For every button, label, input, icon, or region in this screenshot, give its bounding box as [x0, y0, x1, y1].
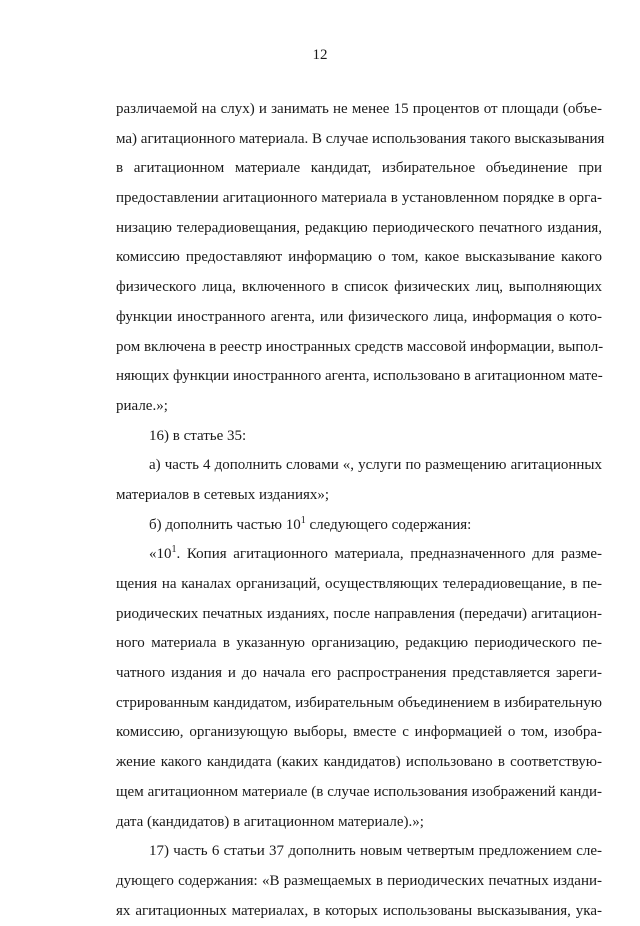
text-line	[116, 303, 602, 333]
text-line	[116, 511, 602, 541]
line-text: жение какого кандидата (каких кандидатов) использовано в соответствую-	[116, 754, 602, 771]
text-line	[116, 154, 602, 184]
text-line	[116, 570, 602, 600]
superscript: 1	[171, 544, 177, 556]
text-line	[116, 778, 602, 808]
text-line	[116, 689, 602, 719]
line-text: материалов в сетевых изданиях»;	[116, 486, 330, 503]
line-text: стрированным кандидатом, избирательным объединением в избирательную	[116, 694, 602, 711]
line-text: комиссию предоставляют информацию о том, какое высказывание какого	[116, 249, 602, 266]
line-text: функции иностранного агента, или физического лица, информация о кото-	[116, 308, 602, 325]
text-line	[116, 184, 602, 214]
text-line	[116, 540, 602, 570]
line-text: физического лица, включенного в список физических лиц, выполняющих	[116, 279, 602, 296]
text-line	[116, 125, 605, 155]
line-text: в агитационном материале кандидат, избирательное объединение при	[116, 160, 602, 177]
line-text: риале.»;	[116, 397, 168, 414]
text-line	[116, 808, 602, 838]
text-line	[116, 422, 602, 452]
line-text: предоставлении агитационного материала в установленном порядке в орга-	[116, 190, 602, 207]
line-text: ма) агитационного материала. В случае использования такого высказывания	[116, 130, 605, 147]
text-line	[116, 362, 602, 392]
line-text: чатного издания и до начала его распространения представляется зареги-	[116, 665, 602, 682]
text-line	[116, 273, 602, 303]
text-line	[116, 214, 602, 244]
text-line	[116, 481, 602, 511]
text-line	[116, 867, 602, 897]
text-line	[116, 600, 602, 630]
body-text	[116, 95, 605, 926]
line-text: няющих функции иностранного агента, использовано в агитационном мате-	[116, 368, 603, 385]
line-text: 17) часть 6 статьи 37 дополнить новым четвертым предложением сле-	[149, 843, 602, 860]
line-text: щем агитационном материале (в случае использования изображений канди-	[116, 783, 602, 800]
text-line	[116, 451, 602, 481]
line-text-continued: следующего содержания:	[305, 516, 472, 533]
line-text: различаемой на слух) и занимать не менее 15 процентов от площади (объе-	[116, 101, 602, 117]
text-line	[116, 659, 602, 689]
line-text: 16) в статье 35:	[149, 427, 247, 444]
line-text: а) часть 4 дополнить словами «, услуги по размещению агитационных	[149, 457, 602, 474]
line-text: ях агитационных материалах, в которых использованы высказывания, ука-	[116, 902, 602, 919]
text-line	[116, 95, 602, 125]
line-text: ного материала в указанную организацию, редакцию периодического пе-	[116, 635, 602, 652]
line-text: ром включена в реестр иностранных средств массовой информации, выпол-	[116, 338, 604, 355]
line-text: щения на каналах организаций, осуществляющих телерадиовещание, в пе-	[116, 576, 602, 592]
text-line	[116, 629, 602, 659]
line-text: комиссию, организующую выборы, вместе с информацией о том, изобра-	[116, 724, 602, 741]
text-line	[116, 748, 602, 778]
line-text: б) дополнить частью 10	[149, 516, 301, 533]
line-text: дующего содержания: «В размещаемых в периодических печатных издани-	[116, 872, 602, 889]
text-line	[116, 897, 602, 926]
line-text: «10	[149, 546, 172, 563]
text-line	[116, 392, 602, 422]
line-text-continued: . Копия агитационного материала, предназначенного для разме-	[176, 546, 602, 563]
page-number: 12	[312, 47, 328, 63]
text-line	[116, 837, 602, 867]
line-text: низацию телерадиовещания, редакцию периодического печатного издания,	[116, 219, 602, 236]
superscript: 1	[300, 514, 306, 526]
text-line	[116, 718, 602, 748]
text-line	[116, 243, 602, 273]
line-text: риодических печатных изданиях, после направления (передачи) агитацион-	[116, 605, 602, 622]
line-text: дата (кандидатов) в агитационном материале).»;	[116, 813, 424, 830]
text-line	[116, 333, 602, 363]
